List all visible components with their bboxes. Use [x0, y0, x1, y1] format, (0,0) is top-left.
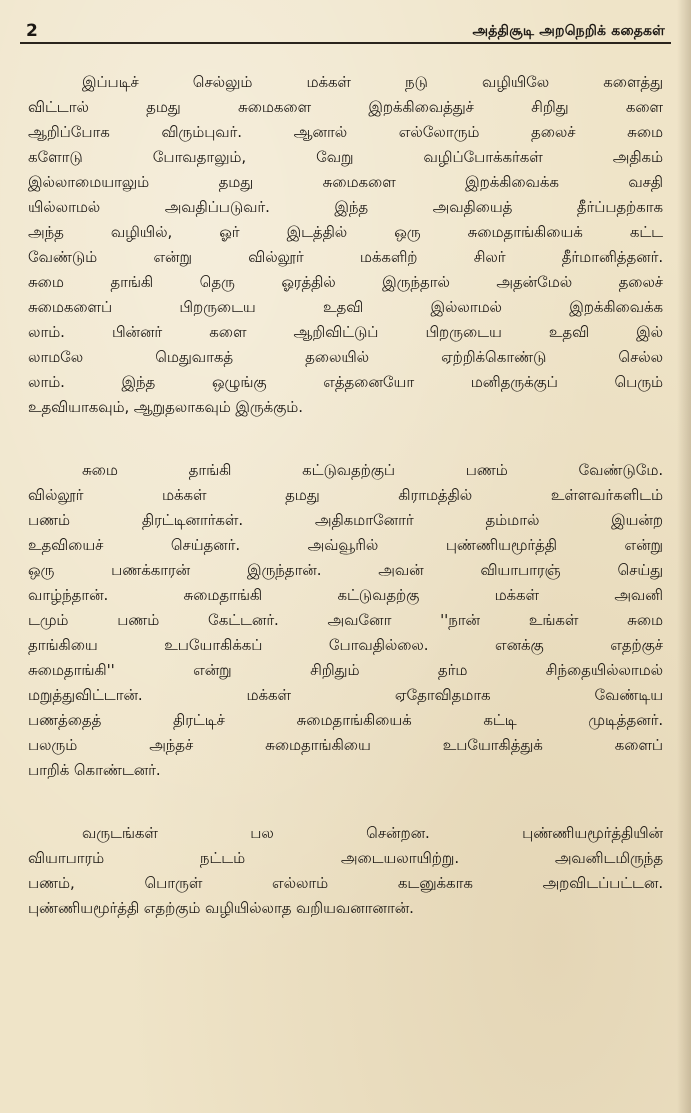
text-line: அந்த வழியில், ஓர் இடத்தில் ஒரு சுமைதாங்கியைக் கட்ட	[28, 223, 663, 241]
paragraph-1	[28, 70, 663, 420]
paragraph-2	[28, 458, 663, 783]
text-line: பணம் திரட்டினார்கள். அதிகமானோர் தம்மால் இயன்ற	[28, 511, 663, 529]
text-line: சுமை தாங்கி கட்டுவதற்குப் பணம் வேண்டுமே.	[82, 461, 663, 479]
text-line: யில்லாமல் அவதிப்படுவர். இந்த அவதியைத் தீர்ப்பதற்காக	[28, 198, 663, 216]
text-line: விட்டால் தமது சுமைகளை இறக்கிவைத்துச் சிறிது களை	[28, 98, 663, 116]
text-line: பணத்தைத் திரட்டிச் சுமைதாங்கியைக் கட்டி முடித்தனர்.	[28, 711, 663, 729]
text-line: வியாபாரம் நட்டம் அடையலாயிற்று. அவனிடமிருந்த	[28, 849, 663, 867]
text-line: சுமைகளைப் பிறருடைய உதவி இல்லாமல் இறக்கிவைக்க	[28, 298, 663, 316]
text-line: மறுத்துவிட்டான். மக்கள் ஏதோவிதமாக வேண்டிய	[28, 686, 663, 704]
text-line: பலரும் அந்தச் சுமைதாங்கியை உபயோகித்துக் களைப்	[28, 736, 663, 754]
text-line: வருடங்கள் பல சென்றன. புண்ணியமூர்த்தியின்	[82, 824, 663, 842]
text-line: டமும் பணம் கேட்டனர். அவனோ ''நான் உங்கள் சுமை	[28, 611, 663, 629]
text-line: உதவியைச் செய்தனர். அவ்வூரில் புண்ணியமூர்த்தி என்று	[28, 536, 663, 554]
text-line: வில்லூர் மக்கள் தமது கிராமத்தில் உள்ளவர்களிடம்	[28, 486, 663, 504]
text-line: சுமை தாங்கி தெரு ஓரத்தில் இருந்தால் அதன்மேல் தலைச்	[28, 273, 663, 291]
paragraph-3	[28, 821, 663, 921]
page-number: 2	[26, 21, 38, 41]
text-line: களோடு போவதாலும், வேறு வழிப்போக்கர்கள் அதிகம்	[28, 148, 663, 166]
text-line: வேண்டும் என்று வில்லூர் மக்களிற் சிலர் தீர்மானித்தனர்.	[28, 248, 663, 266]
text-line: உதவியாகவும், ஆறுதலாகவும் இருக்கும்.	[28, 398, 303, 416]
text-line: இப்படிச் செல்லும் மக்கள் நடு வழியிலே களைத்து	[82, 73, 663, 91]
text-line: புண்ணியமூர்த்தி எதற்கும் வழியில்லாத வறியவனானான்.	[28, 899, 414, 917]
text-line: ஒரு பணக்காரன் இருந்தான். அவன் வியாபாரஞ் செய்து	[28, 561, 663, 579]
text-line: ஆறிப்போக விரும்புவர். ஆனால் எல்லோரும் தலைச் சுமை	[28, 123, 663, 141]
text-line: லாம். இந்த ஒழுங்கு எத்தனையோ மனிதருக்குப் பெரும்	[28, 373, 663, 391]
text-line: தாங்கியை உபயோகிக்கப் போவதில்லை. எனக்கு எதற்குச்	[28, 636, 663, 654]
running-title: அத்திசூடி அறநெறிக் கதைகள்	[472, 23, 665, 39]
text-line: பணம், பொருள் எல்லாம் கடனுக்காக அறவிடப்பட்டன.	[28, 874, 663, 892]
page-edge-shadow	[677, 0, 691, 1113]
text-line: லாமலே மெதுவாகத் தலையில் ஏற்றிக்கொண்டு செல்ல	[28, 348, 663, 366]
text-line: பாறிக் கொண்டனர்.	[28, 761, 161, 779]
text-line: இல்லாமையாலும் தமது சுமைகளை இறக்கிவைக்க வசதி	[28, 173, 663, 191]
body-text	[20, 70, 671, 921]
text-line: லாம். பின்னர் களை ஆறிவிட்டுப் பிறருடைய உதவி இல்	[28, 323, 663, 341]
page-header	[20, 16, 671, 44]
text-line: சுமைதாங்கி'' என்று சிறிதும் தர்ம சிந்தையில்லாமல்	[28, 661, 663, 679]
text-line: வாழ்ந்தான். சுமைதாங்கி கட்டுவதற்கு மக்கள் அவனி	[28, 586, 663, 604]
